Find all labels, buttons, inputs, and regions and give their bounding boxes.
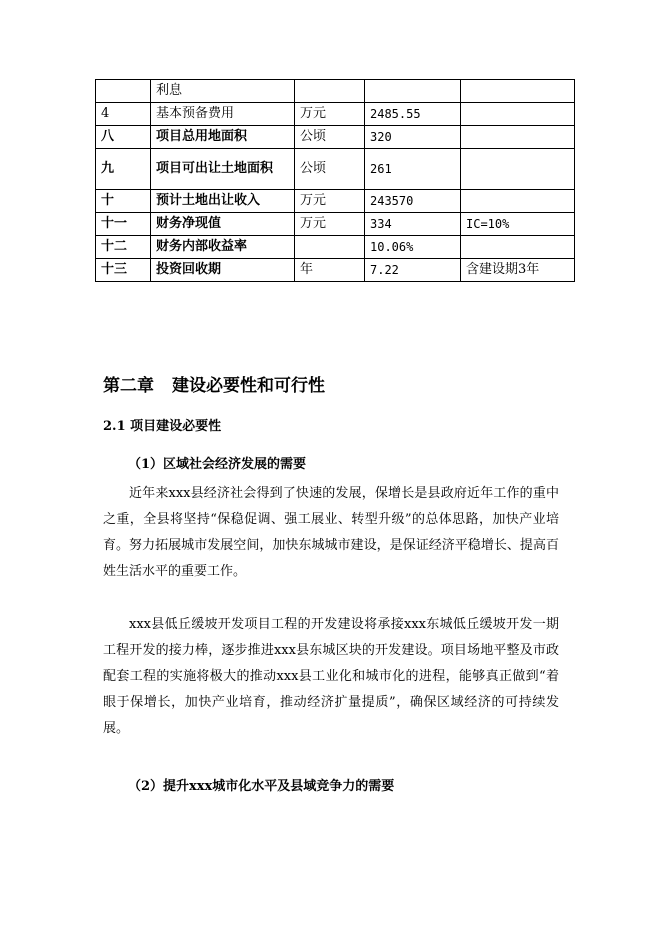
row-number: 十三 — [96, 259, 151, 282]
table-row — [96, 213, 575, 236]
chapter-heading — [103, 371, 325, 396]
row-unit: 万元 — [295, 190, 365, 213]
row-value: 10.06% — [365, 236, 461, 259]
table-row — [96, 103, 575, 126]
row-item: 预计土地出让收入 — [151, 190, 295, 213]
row-note — [461, 80, 575, 103]
chapter-number: 第二章 — [103, 376, 154, 396]
table-row — [96, 80, 575, 103]
row-value: 334 — [365, 213, 461, 236]
row-number: 八 — [96, 126, 151, 149]
summary-table — [95, 79, 575, 282]
row-item: 项目总用地面积 — [151, 126, 295, 149]
table-row — [96, 126, 575, 149]
subsection-heading-1: （1）区域社会经济发展的需要 — [128, 457, 307, 472]
table-row — [96, 236, 575, 259]
row-number: 十 — [96, 190, 151, 213]
row-number: 十一 — [96, 213, 151, 236]
row-item: 基本预备费用 — [151, 103, 295, 126]
row-unit — [295, 80, 365, 103]
row-note — [461, 149, 575, 190]
table-row — [96, 149, 575, 190]
row-item: 项目可出让土地面积 — [151, 149, 295, 190]
row-unit: 万元 — [295, 103, 365, 126]
row-item: 财务净现值 — [151, 213, 295, 236]
paragraph-2: xxx县低丘缓坡开发项目工程的开发建设将承接xxx东城低丘缓坡开发一期工程开发的接力棒，逐步推进xxx县东城区块的开发建设。项目场地平整及市政配套工程的实施将极大的推动xxx县工业化和城市化的进程，能够真正做到“着眼于保增长，加快产业培育，推动经济扩量提质”，确保区域经济的可持续发展。 — [103, 617, 559, 736]
row-note: IC=10% — [461, 213, 575, 236]
row-value: 320 — [365, 126, 461, 149]
row-note — [461, 126, 575, 149]
subsection-heading-2: （2）提升xxx城市化水平及县域竞争力的需要 — [128, 779, 395, 794]
row-note — [461, 103, 575, 126]
section-heading: 2.1 项目建设必要性 — [103, 419, 222, 434]
row-unit: 公顷 — [295, 149, 365, 190]
row-note — [461, 190, 575, 213]
row-note — [461, 236, 575, 259]
row-value — [365, 80, 461, 103]
row-value: 261 — [365, 149, 461, 190]
row-number — [96, 80, 151, 103]
table-row — [96, 190, 575, 213]
row-note: 含建设期3年 — [461, 259, 575, 282]
row-number: 十二 — [96, 236, 151, 259]
row-value: 243570 — [365, 190, 461, 213]
row-value: 2485.55 — [365, 103, 461, 126]
row-unit: 年 — [295, 259, 365, 282]
table-row — [96, 259, 575, 282]
row-item: 投资回收期 — [151, 259, 295, 282]
row-number: 九 — [96, 149, 151, 190]
row-item: 利息 — [151, 80, 295, 103]
row-number: 4 — [96, 103, 151, 126]
row-unit: 公顷 — [295, 126, 365, 149]
chapter-title: 建设必要性和可行性 — [172, 376, 325, 396]
row-item: 财务内部收益率 — [151, 236, 295, 259]
row-unit — [295, 236, 365, 259]
paragraph-1: 近年来xxx县经济社会得到了快速的发展，保增长是县政府近年工作的重中之重，全县将坚持“保稳促调、强工展业、转型升级”的总体思路，加快产业培育。努力拓展城市发展空间，加快东城城市建设，是保证经济平稳增长、提高百姓生活水平的重要工作。 — [103, 486, 559, 579]
row-value: 7.22 — [365, 259, 461, 282]
row-unit: 万元 — [295, 213, 365, 236]
